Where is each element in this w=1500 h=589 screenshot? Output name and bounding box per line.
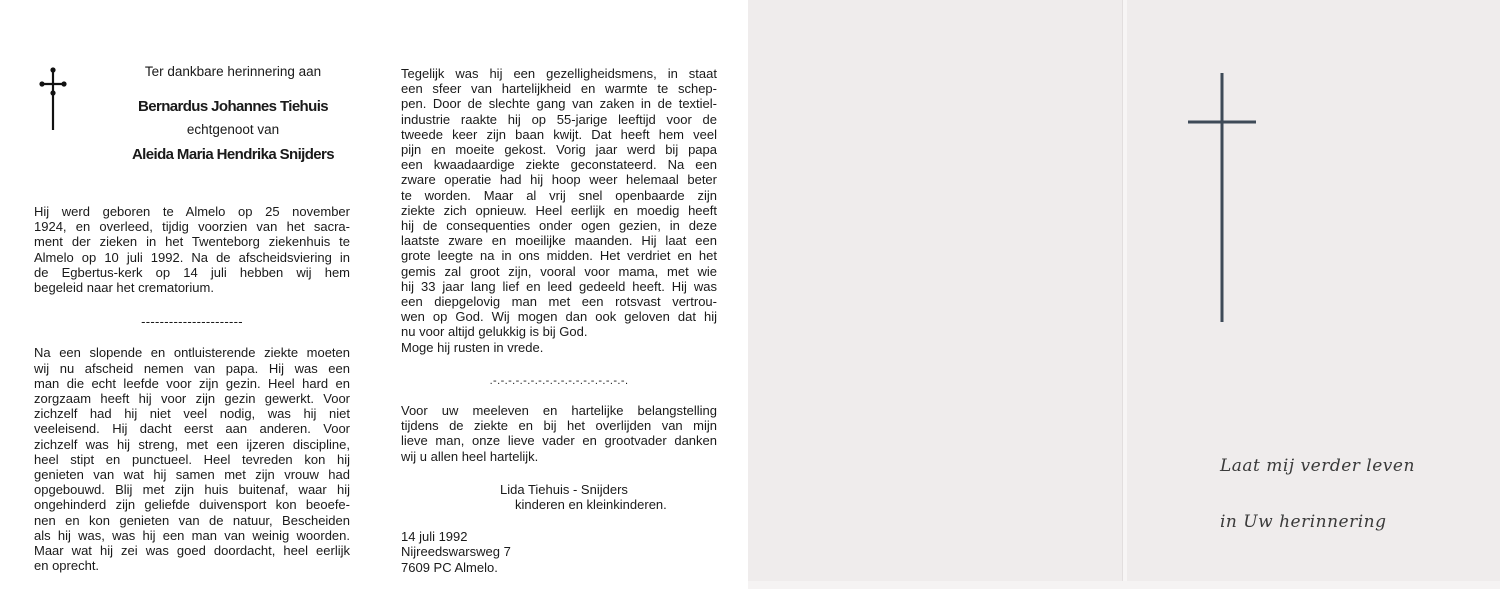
card-cover xyxy=(748,0,1500,589)
text-line: Tegelijk was hij een gezelligheidsmens, in staat xyxy=(401,66,717,81)
text-line: zware operatie had hij hoop weer helemaal beter xyxy=(401,172,717,188)
text-line: zichzelf was hij streng, met een ijzeren discipline, xyxy=(34,436,350,452)
text-line: wij nu afscheid nemen van papa. Hij was een xyxy=(34,360,350,376)
text-line: Almelo op 10 juli 1992. Na de afscheidsviering in xyxy=(34,249,350,265)
separator: .-.-.-.-.-.-.-.-.-.-.-.-.-.-.-.-.-.-. xyxy=(489,374,629,387)
text-line: man die echt leefde voor zijn gezin. Heel hard en xyxy=(34,375,350,391)
text-line: heel stipt en punctueel. Heel tevreden kon hij xyxy=(34,451,350,467)
cover-verse-line-2: in Uw herinnering xyxy=(1220,512,1387,532)
text-line: hij 33 jaar lang lief en leed gedeeld heeft. Hij was xyxy=(401,278,717,294)
text-line: wij u allen heel hartelijk. xyxy=(401,448,539,464)
text-line: als hij was, was hij een man van weinig woorden. xyxy=(34,527,350,543)
text-line: hij de consequenties onder ogen gezien, in deze xyxy=(401,218,717,234)
text-line: nu voor altijd gelukkig is bij God. xyxy=(401,324,588,340)
text-line: lieve man, onze lieve vader en grootvader danken xyxy=(401,433,717,449)
signature-line-2: kinderen en kleinkinderen. xyxy=(515,497,667,513)
text-line: pen. Door de slechte gang van zaken in de textiel- xyxy=(401,96,717,112)
card-fold xyxy=(1122,0,1127,589)
text-line: een diepgelovig man met een rotsvast vertrou- xyxy=(401,294,717,310)
deceased-name: Bernardus Johannes Tiehuis xyxy=(137,98,328,116)
paragraph-character xyxy=(401,66,717,355)
text-line: Maar wat hij zei was goed doordacht, heel eerlijk xyxy=(34,543,350,559)
text-line: ziekte zich opnieuw. Heel eerlijk en moedig heeft xyxy=(401,202,717,218)
cover-verse-line-1: Laat mij verder leven xyxy=(1220,456,1415,476)
text-line: zorgzaam heeft hij voor zijn gezin gewerkt. Voor xyxy=(34,391,350,407)
text-line: Hij werd geboren te Almelo op 25 november xyxy=(34,204,350,219)
text-line: en oprecht. xyxy=(34,558,100,574)
text-line: grote leegte na in ons midden. Het verdriet en het xyxy=(401,248,717,264)
paragraph-birth-death xyxy=(34,204,350,295)
spouse-name: Aleida Maria Hendrika Snijders xyxy=(131,145,335,163)
text-line: Na een slopende en ontluisterende ziekte moeten xyxy=(34,345,350,361)
text-line: tijdens de ziekte en bij het overlijden van mijn xyxy=(401,418,717,434)
address-city: 7609 PC Almelo. xyxy=(401,559,498,575)
text-line: pijn en moeite gekost. Vorig jaar werd bij papa xyxy=(401,142,717,158)
relation-text: echtgenoot van xyxy=(186,122,280,138)
text-line: ment der zieken in het Twenteborg ziekenhuis te xyxy=(34,234,350,250)
text-line: ongehinderd zijn geliefde duivensport kon beoefe- xyxy=(34,497,350,513)
text-line: de Egbertus-kerk op 14 juli hebben wij hem xyxy=(34,264,350,280)
header-block xyxy=(110,64,356,162)
paragraph-thanks xyxy=(401,403,717,464)
text-line: begeleid naar het crematorium. xyxy=(34,280,214,296)
text-line: gemis zal groot zijn, vooral voor mama, met wie xyxy=(401,263,717,279)
left-text-column xyxy=(34,204,350,573)
intro-text: Ter dankbare herinnering aan xyxy=(144,64,322,79)
address-street: Nijreedswarsweg 7 xyxy=(401,544,511,560)
text-line: Moge hij rusten in vrede. xyxy=(401,339,544,355)
text-line: Voor uw meeleven en hartelijke belangstelling xyxy=(401,403,717,419)
text-line: genieten van wat hij samen met zijn vrouw had xyxy=(34,467,350,483)
text-line: nen en kon genieten van de natuur, Bescheiden xyxy=(34,512,350,528)
text-line: te worden. Maar al vrij snel openbaarde zijn xyxy=(401,187,717,203)
paragraph-tribute xyxy=(34,345,350,573)
text-line: industrie raakte hij op 55-jarige leeftijd voor de xyxy=(401,111,717,127)
bottom-edge xyxy=(748,581,1500,589)
text-line: opgebouwd. Blij met zijn huis buitenaf, waar hij xyxy=(34,482,350,498)
signature-line-1: Lida Tiehuis - Snijders xyxy=(500,481,628,497)
text-line: een sfeer van hartelijkheid en warmte te schep- xyxy=(401,81,717,97)
text-line: zichzelf had hij niet veel nodig, was hij niet xyxy=(34,406,350,422)
large-cross-icon xyxy=(1186,72,1258,324)
text-line: een kwaadaardige ziekte geconstateerd. Na een xyxy=(401,157,717,173)
date-text: 14 juli 1992 xyxy=(401,529,468,545)
text-line: laatste zware en moeilijke maanden. Hij laat een xyxy=(401,233,717,249)
right-text-column xyxy=(401,66,717,575)
text-line: wen op God. Wij mogen dan ook geloven dat hij xyxy=(401,309,717,325)
separator: ---------------------- xyxy=(141,314,243,330)
text-line: veeleisend. Hij dacht eerst aan anderen. Voor xyxy=(34,421,350,437)
text-line: 1924, en overleed, tijdig voorzien van het sacra- xyxy=(34,219,350,235)
cross-icon xyxy=(38,66,68,132)
card-inner-pages xyxy=(0,0,748,589)
text-line: tweede keer zijn baan kwijt. Dat heeft hem veel xyxy=(401,126,717,142)
